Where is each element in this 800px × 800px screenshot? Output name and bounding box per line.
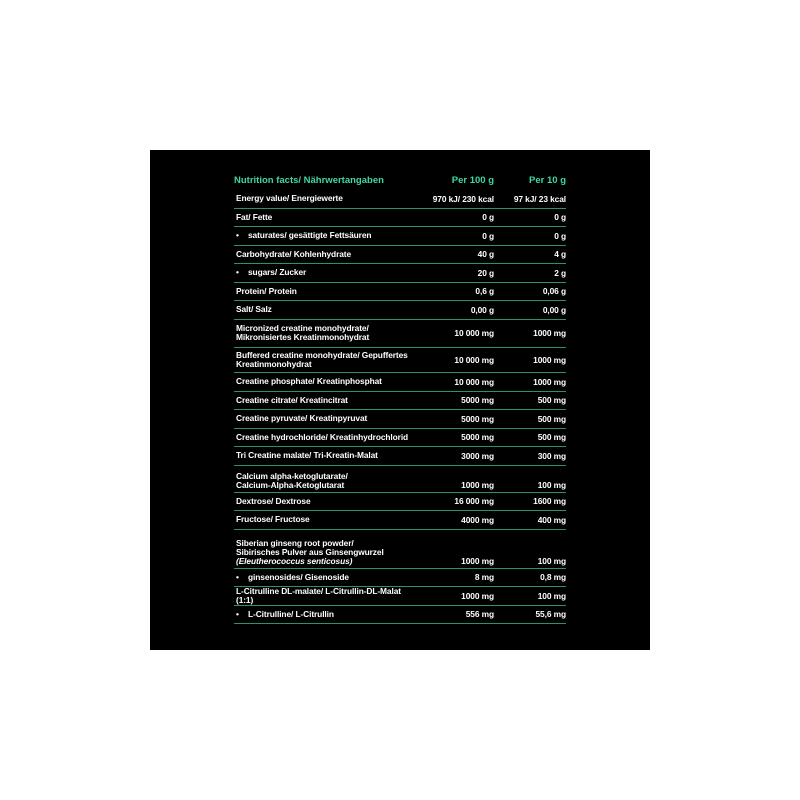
value-per-10g: 0 g — [554, 212, 566, 223]
value-per-100g: 16 000 mg — [454, 496, 494, 507]
value-per-100g: 970 kJ/ 230 kcal — [432, 193, 494, 204]
value-per-10g: 0,06 g — [542, 286, 566, 297]
table-row — [234, 227, 566, 246]
value-per-10g: 300 mg — [537, 450, 566, 461]
value-per-10g: 4 g — [554, 249, 566, 260]
nutrient-name-line: Energy value/ Energiewerte — [236, 193, 343, 204]
nutrient-name-line: Creatine hydrochloride/ Kreatinhydrochlorid — [236, 431, 409, 442]
value-per-100g: 3000 mg — [461, 450, 494, 461]
nutrient-name — [234, 194, 419, 203]
nutrient-name-line: Protein/ Protein — [236, 285, 297, 296]
value-per-10g: 0,00 g — [542, 304, 566, 315]
column-header-per-100g: Per 100 g — [451, 174, 494, 186]
nutrient-name-line: Salt/ Salz — [236, 304, 272, 315]
value-per-10g: 400 mg — [537, 514, 566, 525]
nutrient-name-line: Tri Creatine malate/ Tri-Kreatin-Malat — [236, 450, 378, 461]
table-row — [234, 569, 566, 588]
nutrient-name — [234, 433, 419, 442]
table-header — [234, 170, 566, 190]
nutrient-name — [234, 324, 419, 342]
nutrient-name-line: Creatine phosphate/ Kreatinphosphat — [236, 376, 382, 387]
nutrition-panel — [150, 150, 650, 650]
value-per-100g: 10 000 mg — [454, 376, 494, 387]
bullet-icon: • — [236, 571, 239, 582]
nutrient-name — [234, 351, 419, 369]
table-row — [234, 373, 566, 392]
nutrient-name — [234, 515, 419, 524]
nutrient-name-line: Mikronisiertes Kreatinmonohydrat — [236, 332, 370, 342]
table-row — [234, 466, 566, 493]
nutrient-name — [234, 573, 419, 582]
table-row — [234, 587, 566, 606]
nutrient-name-line: ginsenosides/ Gisenoside — [248, 571, 349, 582]
value-per-100g: 5000 mg — [461, 395, 494, 406]
value-per-100g: 556 mg — [465, 609, 494, 620]
nutrient-name-line: Buffered creatine monohydrate/ Gepuffertes — [236, 349, 408, 360]
value-per-10g: 2 g — [554, 267, 566, 278]
column-header-per-10g: Per 10 g — [529, 174, 566, 186]
value-per-10g: 1000 mg — [533, 354, 566, 365]
nutrient-name-line: (Eleutherococcus senticosus) — [236, 555, 353, 566]
nutrient-name-line: saturates/ gesättigte Fettsäuren — [248, 230, 372, 241]
value-per-10g: 55,6 mg — [535, 609, 566, 620]
nutrient-name-line: Calcium alpha-ketoglutarate/ — [236, 470, 348, 481]
table-row — [234, 530, 566, 569]
value-per-10g: 1600 mg — [533, 496, 566, 507]
value-per-100g: 1000 mg — [461, 555, 494, 566]
value-per-10g: 500 mg — [537, 413, 566, 424]
table-row — [234, 447, 566, 466]
value-per-100g: 20 g — [477, 267, 494, 278]
value-per-100g: 5000 mg — [461, 413, 494, 424]
value-per-100g: 0,00 g — [470, 304, 494, 315]
nutrient-name — [234, 472, 419, 490]
value-per-100g: 8 mg — [474, 572, 494, 583]
table-row — [234, 301, 566, 320]
bullet-icon: • — [236, 608, 239, 619]
nutrient-name — [234, 250, 419, 259]
table-body — [234, 190, 566, 624]
nutrient-name-line: L-Citrulline/ L-Citrullin — [248, 608, 334, 619]
value-per-10g: 1000 mg — [533, 376, 566, 387]
nutrient-name — [234, 231, 419, 240]
value-per-100g: 10 000 mg — [454, 354, 494, 365]
nutrition-table — [234, 170, 566, 624]
nutrient-name — [234, 610, 419, 619]
value-per-100g: 40 g — [477, 249, 494, 260]
value-per-100g: 1000 mg — [461, 590, 494, 601]
bullet-icon: • — [236, 267, 239, 278]
value-per-100g: 0,6 g — [475, 286, 494, 297]
nutrient-name-line: Micronized creatine monohydrate/ — [236, 323, 369, 333]
nutrient-name-line: Carbohydrate/ Kohlenhydrate — [236, 248, 352, 259]
value-per-10g: 0 g — [554, 230, 566, 241]
value-per-100g: 5000 mg — [461, 432, 494, 443]
nutrient-name-line: Sibirisches Pulver aus Ginsengwurzel — [236, 546, 384, 557]
table-row — [234, 606, 566, 625]
nutrient-name — [234, 497, 419, 506]
nutrient-name-line: L-Citrulline DL-malate/ L-Citrullin-DL-Malat (1:1) — [236, 585, 401, 605]
table-row — [234, 320, 566, 348]
value-per-100g: 1000 mg — [461, 479, 494, 490]
table-title: Nutrition facts/ Nährwertangaben — [234, 174, 384, 186]
nutrient-name-line: sugars/ Zucker — [248, 267, 307, 278]
nutrient-name — [234, 268, 419, 277]
nutrient-name — [234, 396, 419, 405]
nutrient-name-line: Siberian ginseng root powder/ — [236, 537, 354, 548]
nutrient-name — [234, 451, 419, 460]
value-per-10g: 100 mg — [537, 590, 566, 601]
nutrient-name-line: Fructose/ Fructose — [236, 514, 310, 525]
nutrient-name — [234, 377, 419, 386]
table-row — [234, 209, 566, 228]
value-per-100g: 4000 mg — [461, 514, 494, 525]
value-per-10g: 100 mg — [537, 555, 566, 566]
value-per-10g: 100 mg — [537, 479, 566, 490]
nutrient-name-line: Creatine pyruvate/ Kreatinpyruvat — [236, 413, 368, 424]
table-row — [234, 190, 566, 209]
value-per-10g: 0,8 mg — [540, 572, 566, 583]
table-row — [234, 511, 566, 530]
value-per-10g: 1000 mg — [533, 328, 566, 338]
table-row — [234, 392, 566, 411]
value-per-100g: 0 g — [482, 212, 494, 223]
value-per-100g: 10 000 mg — [454, 328, 494, 338]
table-row — [234, 283, 566, 302]
bullet-icon: • — [236, 230, 239, 241]
table-row — [234, 348, 566, 374]
value-per-10g: 97 kJ/ 23 kcal — [513, 193, 566, 204]
nutrient-name-line: Fat/ Fette — [236, 211, 273, 222]
nutrient-name-line: Kreatinmonohydrat — [236, 358, 312, 369]
nutrient-name-line: Creatine citrate/ Kreatincitrat — [236, 394, 348, 405]
table-row — [234, 429, 566, 448]
value-per-10g: 500 mg — [537, 395, 566, 406]
nutrient-name-line: Dextrose/ Dextrose — [236, 495, 311, 506]
nutrient-name — [234, 539, 419, 566]
table-row — [234, 493, 566, 512]
nutrient-name — [234, 587, 419, 605]
table-row — [234, 246, 566, 265]
table-row — [234, 264, 566, 283]
nutrient-name — [234, 287, 419, 296]
table-row — [234, 410, 566, 429]
value-per-10g: 500 mg — [537, 432, 566, 443]
nutrient-name — [234, 305, 419, 314]
nutrient-name-line: Calcium-Alpha-Ketoglutarat — [236, 479, 345, 490]
nutrient-name — [234, 414, 419, 423]
nutrient-name — [234, 213, 419, 222]
value-per-100g: 0 g — [482, 230, 494, 241]
